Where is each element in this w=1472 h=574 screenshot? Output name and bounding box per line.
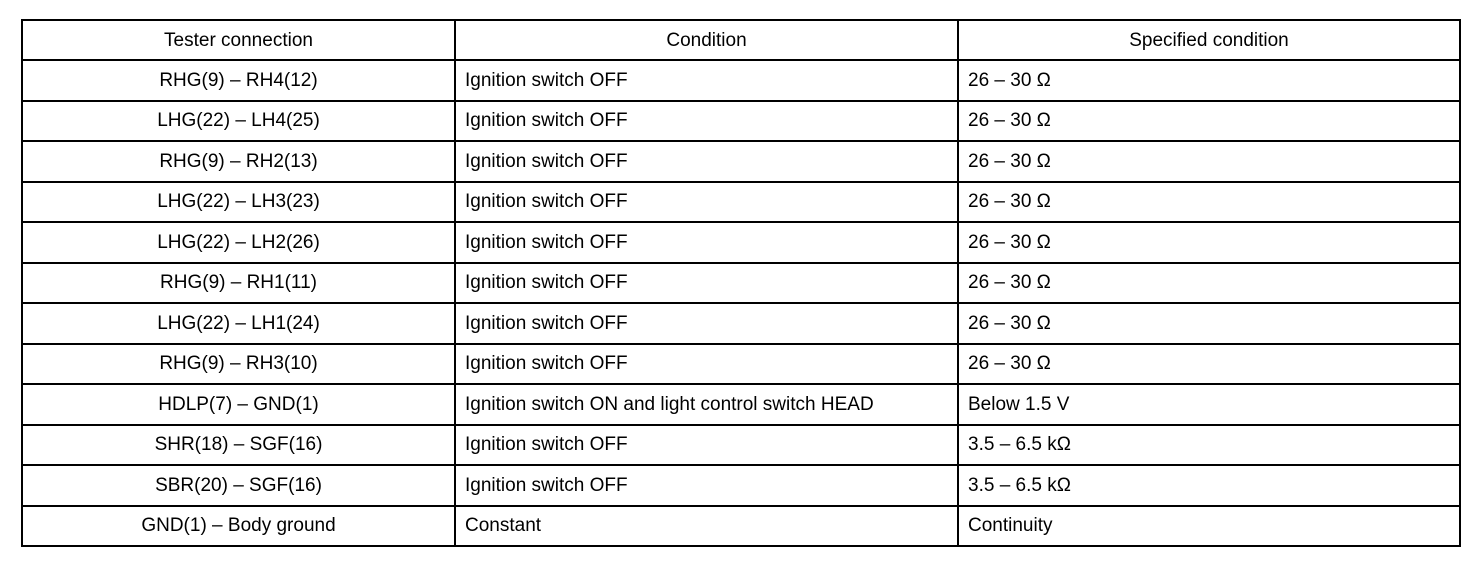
- header-condition: Condition: [455, 20, 958, 60]
- specified-condition-cell: 26 – 30 Ω: [958, 222, 1460, 263]
- inspection-table-container: [21, 19, 1459, 547]
- tester-connection-cell: RHG(9) – RH1(11): [22, 263, 455, 304]
- tester-connection-cell: RHG(9) – RH3(10): [22, 344, 455, 385]
- tester-connection-cell: SHR(18) – SGF(16): [22, 425, 455, 466]
- specified-condition-cell: 26 – 30 Ω: [958, 101, 1460, 142]
- condition-cell: Ignition switch OFF: [455, 222, 958, 263]
- table-row: [22, 263, 1460, 304]
- table-row: [22, 506, 1460, 547]
- specified-condition-cell: 26 – 30 Ω: [958, 182, 1460, 223]
- specified-condition-cell: 3.5 – 6.5 kΩ: [958, 465, 1460, 506]
- condition-cell: Ignition switch OFF: [455, 425, 958, 466]
- condition-cell: Constant: [455, 506, 958, 547]
- header-tester-connection: Tester connection: [22, 20, 455, 60]
- tester-connection-cell: RHG(9) – RH2(13): [22, 141, 455, 182]
- table-row: [22, 60, 1460, 101]
- table-row: [22, 182, 1460, 223]
- condition-cell: Ignition switch ON and light control switch HEAD: [455, 384, 958, 425]
- table-row: [22, 101, 1460, 142]
- table-row: [22, 425, 1460, 466]
- condition-cell: Ignition switch OFF: [455, 60, 958, 101]
- condition-cell: Ignition switch OFF: [455, 182, 958, 223]
- condition-cell: Ignition switch OFF: [455, 465, 958, 506]
- tester-connection-cell: LHG(22) – LH3(23): [22, 182, 455, 223]
- condition-cell: Ignition switch OFF: [455, 101, 958, 142]
- header-specified-condition: Specified condition: [958, 20, 1460, 60]
- specified-condition-cell: 26 – 30 Ω: [958, 60, 1460, 101]
- table-row: [22, 141, 1460, 182]
- specified-condition-cell: 3.5 – 6.5 kΩ: [958, 425, 1460, 466]
- inspection-table: [21, 19, 1461, 547]
- tester-connection-cell: HDLP(7) – GND(1): [22, 384, 455, 425]
- table-row: [22, 384, 1460, 425]
- specified-condition-cell: 26 – 30 Ω: [958, 263, 1460, 304]
- condition-cell: Ignition switch OFF: [455, 141, 958, 182]
- specified-condition-cell: 26 – 30 Ω: [958, 141, 1460, 182]
- tester-connection-cell: SBR(20) – SGF(16): [22, 465, 455, 506]
- table-row: [22, 344, 1460, 385]
- specified-condition-cell: 26 – 30 Ω: [958, 344, 1460, 385]
- tester-connection-cell: LHG(22) – LH1(24): [22, 303, 455, 344]
- table-header-row: [22, 20, 1460, 60]
- tester-connection-cell: RHG(9) – RH4(12): [22, 60, 455, 101]
- condition-cell: Ignition switch OFF: [455, 344, 958, 385]
- tester-connection-cell: LHG(22) – LH4(25): [22, 101, 455, 142]
- tester-connection-cell: GND(1) – Body ground: [22, 506, 455, 547]
- condition-cell: Ignition switch OFF: [455, 263, 958, 304]
- specified-condition-cell: 26 – 30 Ω: [958, 303, 1460, 344]
- table-row: [22, 303, 1460, 344]
- specified-condition-cell: Below 1.5 V: [958, 384, 1460, 425]
- table-row: [22, 465, 1460, 506]
- tester-connection-cell: LHG(22) – LH2(26): [22, 222, 455, 263]
- specified-condition-cell: Continuity: [958, 506, 1460, 547]
- table-row: [22, 222, 1460, 263]
- condition-cell: Ignition switch OFF: [455, 303, 958, 344]
